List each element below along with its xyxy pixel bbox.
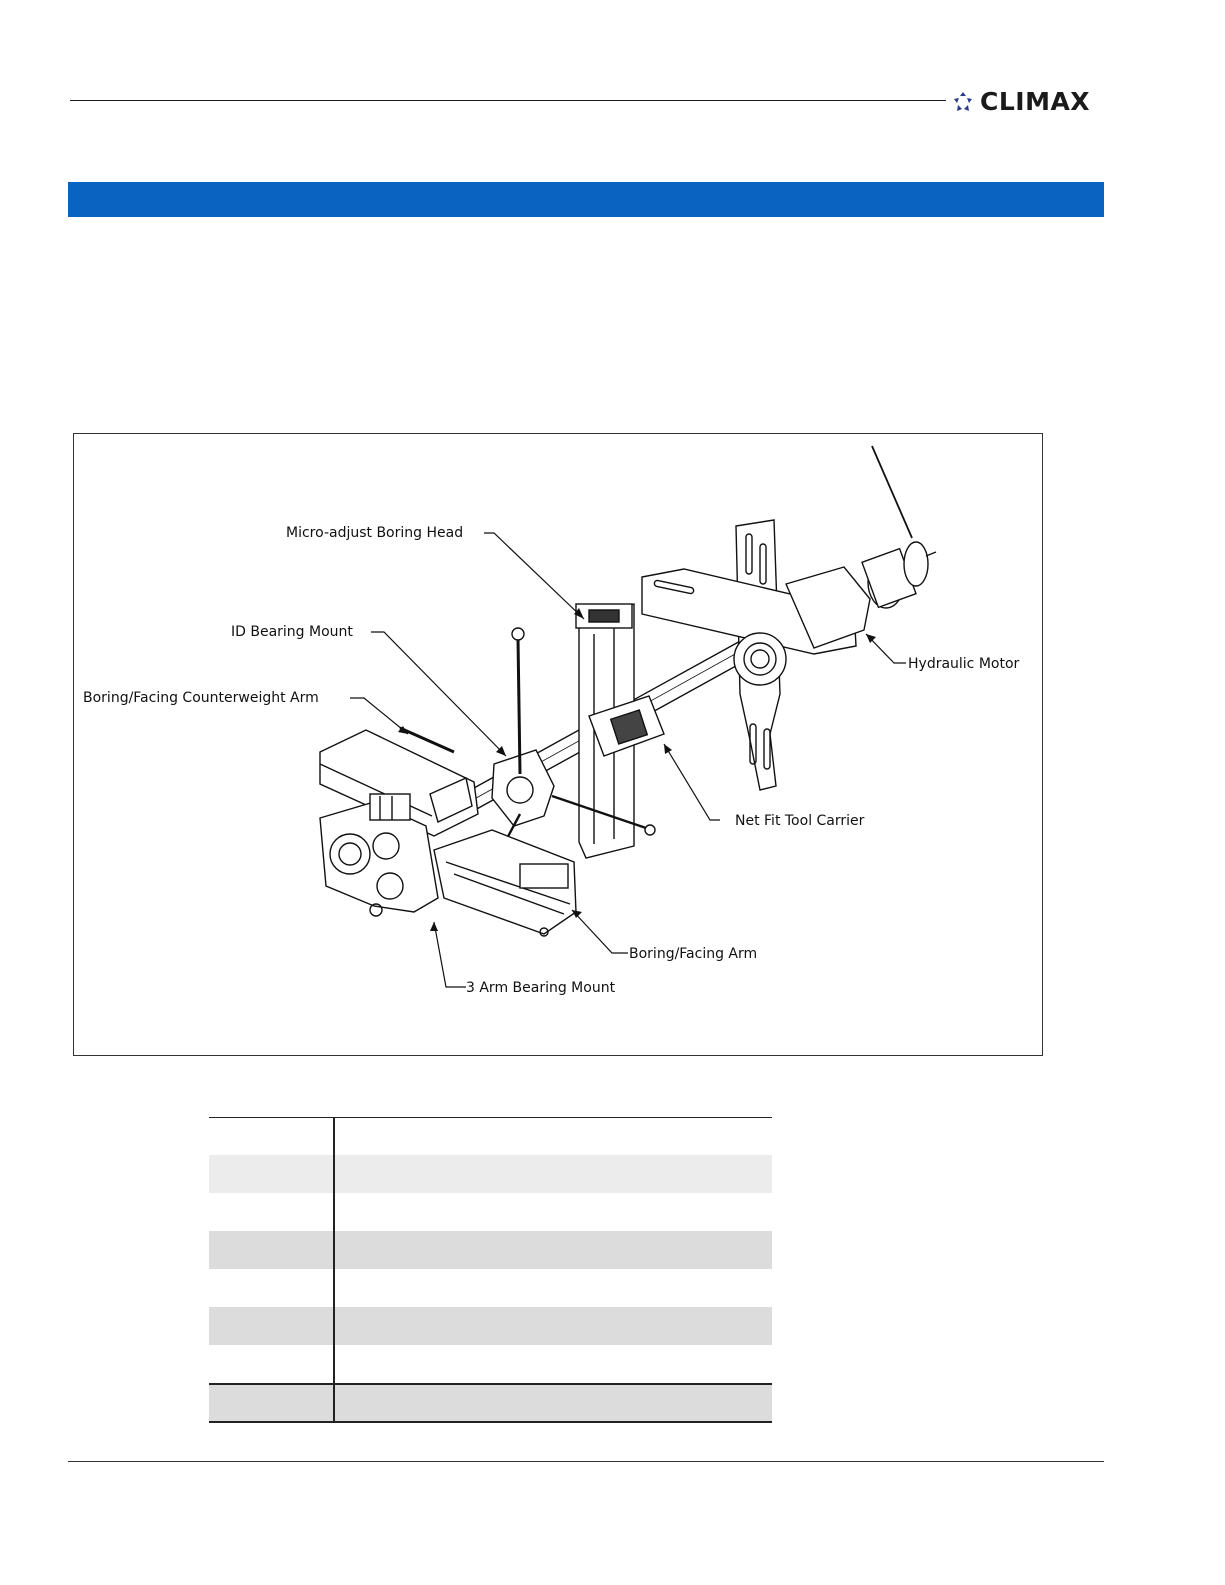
- table-row: [209, 1269, 772, 1307]
- callout-net-fit-tool-carrier: Net Fit Tool Carrier: [735, 813, 865, 829]
- footer-rule: [68, 1461, 1104, 1462]
- table-row: [209, 1307, 772, 1345]
- table-row: [209, 1231, 772, 1269]
- table-bottom-rule: [209, 1421, 772, 1423]
- callout-micro-adjust-boring-head: Micro-adjust Boring Head: [286, 525, 464, 541]
- climax-emblem-icon: [952, 91, 974, 113]
- callout-id-bearing-mount: ID Bearing Mount: [231, 624, 353, 640]
- brand-name: CLIMAX: [980, 87, 1091, 116]
- callout-hydraulic-motor: Hydraulic Motor: [908, 656, 1020, 672]
- section-heading-bar: [68, 182, 1104, 217]
- callout-boring-facing-arm: Boring/Facing Arm: [629, 946, 758, 962]
- table-header-row: [209, 1118, 772, 1154]
- machine-illustration: [74, 434, 1042, 1055]
- figure-frame: [73, 433, 1043, 1056]
- climax-logo: [952, 88, 1090, 116]
- header-rule: [70, 100, 946, 101]
- table-last-row-rule: [209, 1383, 772, 1385]
- table-column-separator: [333, 1117, 335, 1423]
- table-row: [209, 1155, 772, 1193]
- table-row: [209, 1345, 772, 1383]
- callout-3-arm-bearing-mount: 3 Arm Bearing Mount: [466, 980, 616, 996]
- table-row: [209, 1383, 772, 1421]
- table-row: [209, 1193, 772, 1231]
- callout-counterweight-arm: Boring/Facing Counterweight Arm: [83, 690, 319, 706]
